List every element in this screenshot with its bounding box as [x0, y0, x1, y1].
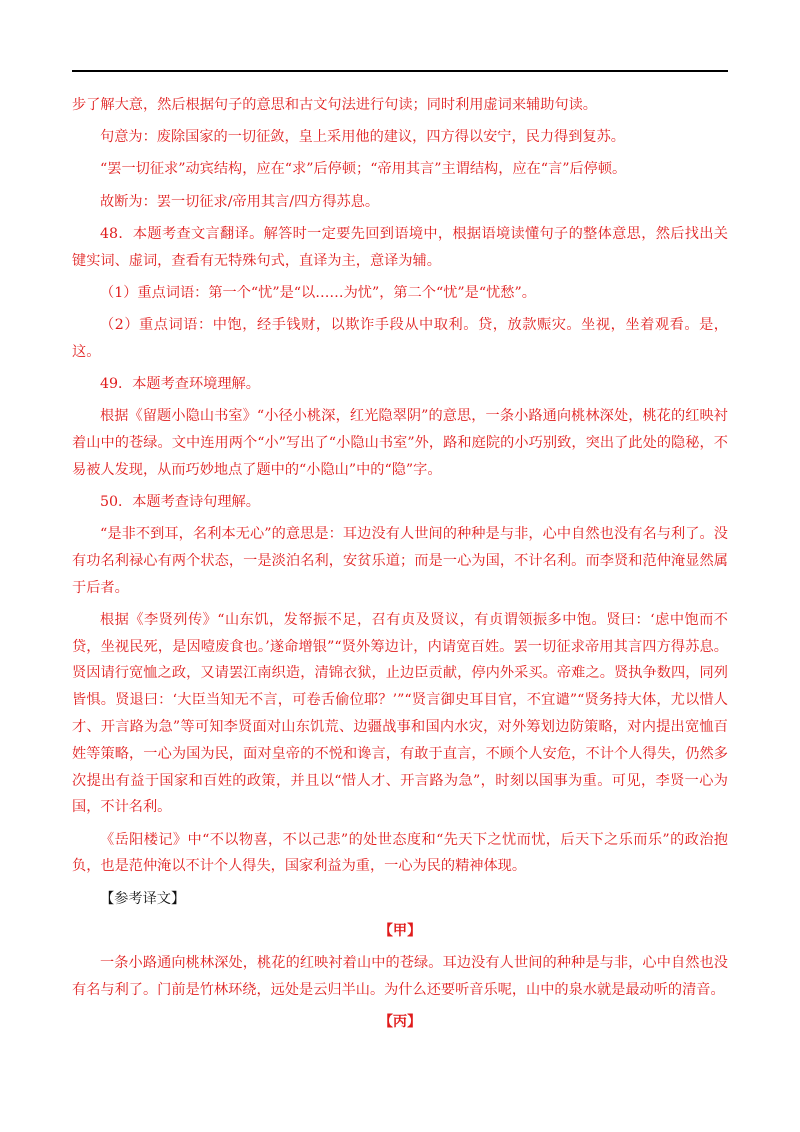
paragraph-answer-pause: 故断为：罢一切征求/帝用其言/四方得苏息。 — [100, 193, 380, 210]
paragraph-pause-explanation: “罢一切征求”动宾结构，应在“求”后停顿；“帝用其言”主谓结构，应在“言”后停顿。 — [100, 161, 627, 178]
paragraph-fan-zhongyan: 《岳阳楼记》中“不以物喜，不以己悲”的处世态度和“先天下之忧而忧，后天下之乐而乐”的政治抱负，也是范仲淹以不计个人得失，国家利益为重，一心为民的精神体现。 — [72, 831, 728, 875]
paragraph-translation-jia: 一条小路通向桃林深处，桃花的红映衬着山中的苍绿。耳边没有人世间的种种是与非，心中自然也没有名与利了。门前是竹林环绕，远处是云归半山。为什么还要听音乐呢，山中的泉水就是最动听的清音。 — [72, 954, 728, 998]
document-body — [72, 92, 728, 1041]
header-rule — [72, 70, 728, 72]
paragraph-sentence-meaning: 句意为：废除国家的一切征敛，皇上采用他的建议，四方得以安宁，民力得到复苏。 — [100, 129, 625, 146]
paragraph-question-50: 50．本题考查诗句理解。 — [100, 493, 260, 510]
paragraph-sentence-reading-method: 步了解大意，然后根据句子的意思和古文句法进行句读；同时利用虚词来辅助句读。 — [72, 97, 597, 113]
paragraph-key-words-2: （2）重点词语：中饱，经手钱财，以欺诈手段从中取利。贷，放款赈灾。坐视，坐着观看。是，这。 — [72, 316, 728, 360]
section-heading-translation: 【参考译文】 — [100, 890, 186, 907]
paragraph-poem-meaning: “是非不到耳，名利本无心”的意思是：耳边没有人世间的种种是与非，心中自然也没有名与利了。没有功名利禄心有两个状态，一是淡泊名利，安贫乐道；而是一心为国，不计名利。而李贤和范仲淹显然属于后者。 — [72, 526, 728, 596]
section-heading-bing: 【丙】 — [378, 1013, 422, 1030]
paragraph-key-words-1: （1）重点词语：第一个“忧”是“以……为忧”，第二个“忧”是“忧愁”。 — [100, 284, 536, 301]
section-heading-jia: 【甲】 — [378, 922, 422, 939]
paragraph-question-48: 48．本题考查文言翻译。解答时一定要先回到语境中，根据语境读懂句子的整体意思，然后找出关键实词、虚词，查看有无特殊句式，直译为主，意译为辅。 — [72, 225, 728, 269]
paragraph-question-49: 49．本题考查环境理解。 — [100, 375, 260, 392]
paragraph-environment-analysis: 根据《留题小隐山书室》“小径小桃深，红光隐翠阴”的意思，一条小路通向桃林深处，桃花的红映衬着山中的苍绿。文中连用两个“小”写出了“小隐山书室”外，路和庭院的小巧别致，突出了此处的隐秘，不易被人发现，从而巧妙地点了题中的“小隐山”中的“隐”字。 — [72, 408, 728, 478]
paragraph-li-xian-analysis: 根据《李贤列传》“山东饥，发帑振不足，召有贞及贤议，有贞谓领振多中饱。贤曰：‘虑中饱而不贷，坐视民死，是因噎废食也。’遂命增银”“贤外筹边计，内请宽百姓。罢一切征求帝用其言四方得苏息。贤因请行宽恤之政，又请罢江南织造，清锦衣狱，止边臣贡献，停内外采买。帝难之。贤执争数四，同列皆惧。贤退曰：‘大臣当知无不言，可卷舌偷位耶？’”“贤言御史耳目官，不宜谴”“贤务持大体，尤以惜人才、开言路为急”等可知李贤面对山东饥荒、边疆战事和国内水灾，对外筹划边防策略，对内提出宽恤百姓等策略，一心为国为民，面对皇帝的不悦和谗言，有敢于直言，不顾个人安危，不计个人得失，仍然多次提出有益于国家和百姓的政策，并且以“惜人才、开言路为急”，时刻以国事为重。可见，李贤一心为国，不计名利。 — [72, 611, 728, 816]
